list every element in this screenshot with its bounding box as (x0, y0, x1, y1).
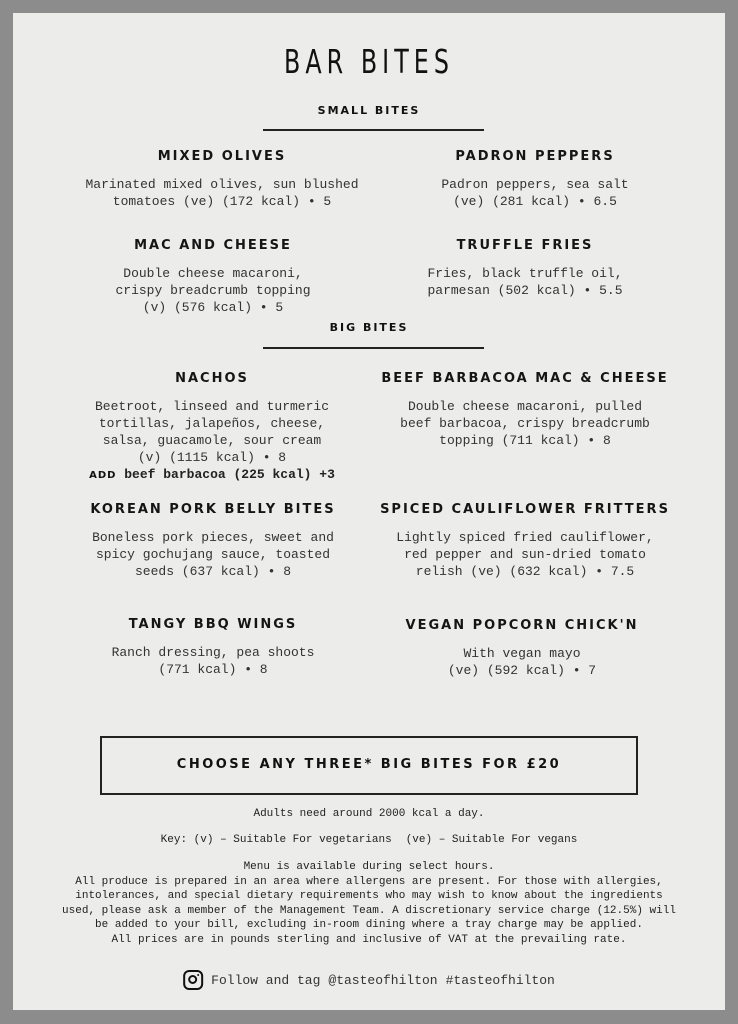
desc-line: spicy gochujang sauce, toasted (95, 547, 331, 562)
item-description (62, 176, 382, 210)
desc-line: (771 kcal) • 8 (158, 662, 268, 677)
menu-item (365, 238, 685, 299)
item-name: NACHOS (175, 371, 249, 386)
desc-line: beef barbacoa, crispy breadcrumb (400, 416, 650, 431)
section-heading-big-bites: BIG BITES (329, 321, 409, 334)
add-on-text: beef barbacoa (225 kcal) +3 (124, 467, 335, 482)
fine-print-line: All prices are in pounds sterling and inclusive of VAT at the prevailing rate. (111, 933, 627, 946)
desc-line: tortillas, jalapeños, cheese, (98, 416, 326, 431)
desc-line: Fries, black truffle oil, (427, 266, 623, 281)
menu-item (375, 149, 695, 210)
divider (263, 129, 484, 131)
desc-line: topping (711 kcal) • 8 (439, 433, 611, 448)
fine-print-line: All produce is prepared in an area where allergens are present. For those with allergies, (75, 875, 663, 888)
desc-line: tomatoes (ve) (172 kcal) • 5 (112, 194, 332, 209)
menu-item (52, 371, 372, 484)
menu-item (62, 149, 382, 210)
follow-text: Follow and tag (211, 972, 321, 988)
menu-item (53, 502, 373, 580)
item-name: MAC AND CHEESE (134, 238, 292, 253)
fine-print-line: used, please ask a member of the Management Team. A discretionary service charge (12.5%) will (62, 904, 676, 917)
social-hashtag: #tasteofhilton (445, 972, 555, 988)
desc-line: relish (ve) (632 kcal) • 7.5 (415, 564, 635, 579)
item-name: VEGAN POPCORN CHICK'N (405, 618, 639, 633)
desc-line: (v) (576 kcal) • 5 (142, 300, 284, 315)
desc-line: Lightly spiced fried cauliflower, (396, 530, 654, 545)
item-description (365, 265, 685, 299)
item-description (375, 176, 695, 210)
item-description (365, 398, 685, 449)
fine-print-line: intolerances, and special dietary requirements who may wish to know about the ingredients (75, 890, 663, 902)
social-handle: @tasteofhilton (328, 972, 438, 988)
item-name: MIXED OLIVES (157, 149, 287, 164)
item-description (362, 645, 682, 679)
menu-item (365, 502, 685, 580)
item-description (365, 529, 685, 580)
desc-line: (ve) (281 kcal) • 6.5 (453, 194, 617, 209)
social-follow (183, 970, 555, 990)
divider (263, 347, 484, 349)
item-description (53, 529, 373, 580)
fine-print (62, 860, 676, 947)
fine-print-line: Menu is available during select hours. (243, 861, 495, 873)
desc-line: red pepper and sun-dried tomato (404, 547, 646, 562)
item-name: TRUFFLE FRIES (456, 238, 594, 253)
item-description (53, 265, 373, 316)
menu-item (362, 618, 682, 679)
desc-line: (v) (1115 kcal) • 8 (137, 450, 287, 465)
desc-line: Padron peppers, sea salt (441, 177, 629, 192)
desc-line: seeds (637 kcal) • 8 (134, 564, 292, 579)
instagram-icon (183, 970, 203, 990)
desc-line: Marinated mixed olives, sun blushed (85, 177, 359, 192)
desc-line: Double cheese macaroni, (123, 266, 303, 281)
item-name: TANGY BBQ WINGS (128, 617, 298, 632)
menu-item (53, 238, 373, 316)
menu-item (53, 617, 373, 678)
desc-line: Beetroot, linseed and turmeric (94, 399, 330, 414)
kcal-note: Adults need around 2000 kcal a day. (253, 808, 485, 820)
desc-line: Boneless pork pieces, sweet and (92, 530, 334, 545)
add-on (52, 466, 372, 484)
page-title: BAR BITES (284, 42, 454, 81)
add-label: ADD (89, 470, 117, 481)
desc-line: Ranch dressing, pea shoots (111, 645, 315, 660)
fine-print-line: be added to your bill, excluding in-room dining where a tray charge may be applied. (95, 919, 643, 931)
desc-line: With vegan mayo (463, 646, 581, 661)
desc-line: crispy breadcrumb topping (115, 283, 311, 298)
item-description (53, 644, 373, 678)
item-name: PADRON PEPPERS (455, 149, 615, 164)
offer-text: CHOOSE ANY THREE* BIG BITES FOR £20 (176, 757, 562, 772)
menu-item (365, 371, 685, 449)
desc-line: salsa, guacamole, sour cream (102, 433, 322, 448)
item-description (52, 398, 372, 484)
desc-line: Double cheese macaroni, pulled (407, 399, 643, 414)
key-vegetarian: Key: (v) – Suitable For vegetarians (160, 834, 392, 846)
dietary-key (161, 834, 578, 846)
desc-line: parmesan (502 kcal) • 5.5 (427, 283, 623, 298)
item-name: SPICED CAULIFLOWER FRITTERS (380, 502, 670, 517)
key-vegan: (ve) – Suitable For vegans (405, 834, 578, 846)
desc-line: (ve) (592 kcal) • 7 (447, 663, 597, 678)
section-heading-small-bites: SMALL BITES (317, 104, 421, 117)
item-name: KOREAN PORK BELLY BITES (90, 502, 336, 517)
item-name: BEEF BARBACOA MAC & CHEESE (381, 371, 669, 386)
